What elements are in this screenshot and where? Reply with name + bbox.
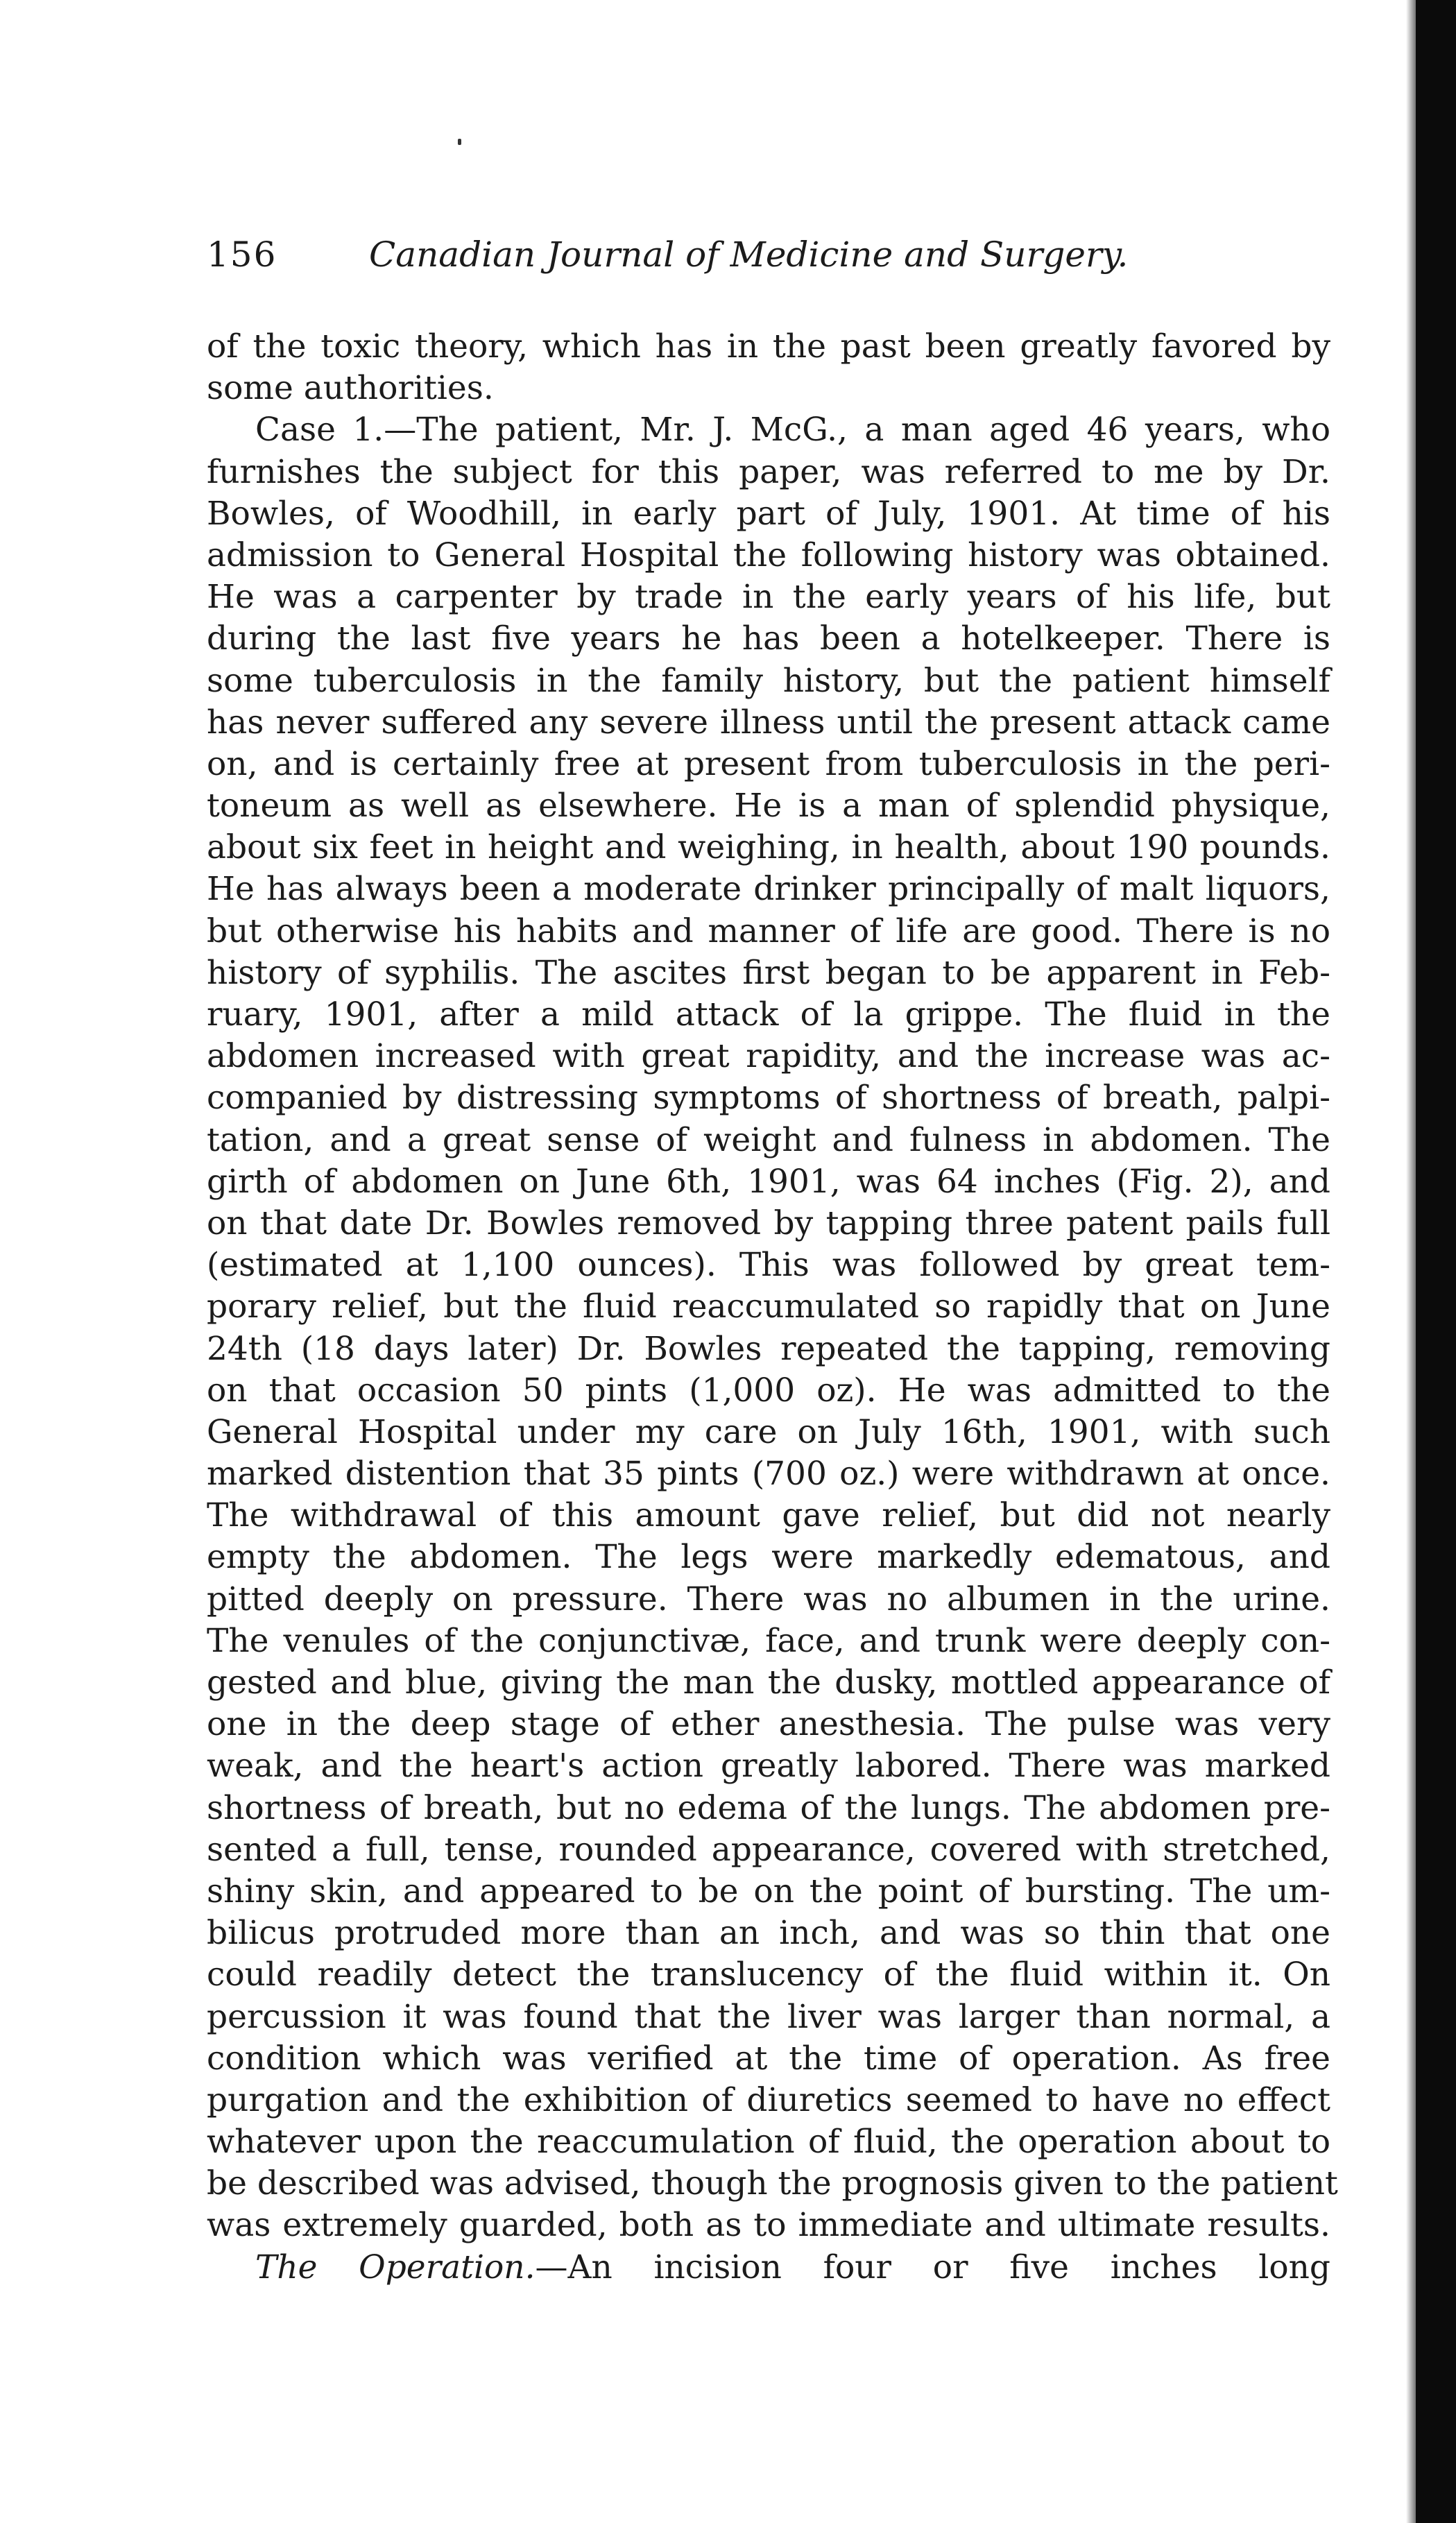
text-line: about six feet in height and weighing, in health, about 190 pounds. (207, 828, 1330, 867)
text-line: whatever upon the reaccumulation of fluid, the operation about to (207, 2123, 1330, 2162)
text-line: shiny skin, and appeared to be on the point of bursting. The um- (207, 1872, 1330, 1910)
text-line: could readily detect the translucency of the fluid within it. On (207, 1956, 1330, 1994)
text-line: but otherwise his habits and manner of life are good. There is no (207, 912, 1330, 950)
text-line: girth of abdomen on June 6th, 1901, was 64 inches (Fig. 2), and (207, 1162, 1330, 1201)
body-text (207, 326, 1338, 2289)
text-line: admission to General Hospital the following history was obtained. (207, 536, 1330, 574)
text-line: on, and is certainly free at present from tuberculosis in the peri- (207, 744, 1330, 783)
running-title: Canadian Journal of Medicine and Surgery. (369, 234, 1129, 275)
text-line: purgation and the exhibition of diuretics seemed to have no effect (207, 2080, 1330, 2119)
text-line: toneum as well as elsewhere. He is a man of splendid physique, (207, 787, 1330, 826)
text-line: He has always been a moderate drinker principally of malt liquors, (207, 870, 1330, 909)
text-line: sented a full, tense, rounded appearance, covered with stretched, (207, 1830, 1330, 1869)
text-line: General Hospital under my care on July 16th, 1901, with such (207, 1412, 1330, 1451)
page-number: 156 (207, 234, 277, 275)
text-line: be described was advised, though the prognosis given to the patient (207, 2164, 1338, 2203)
text-line: ruary, 1901, after a mild attack of la grippe. The fluid in the (207, 995, 1330, 1034)
text-line: of the toxic theory, which has in the past been greatly favored by (207, 327, 1330, 366)
text-line: during the last five years he has been a hotelkeeper. There is (207, 619, 1330, 658)
text-line: empty the abdomen. The legs were markedly edematous, and (207, 1538, 1330, 1577)
text-line: companied by distressing symptoms of shortness of breath, palpi- (207, 1079, 1330, 1118)
text-line: bilicus protruded more than an inch, and was so thin that one (207, 1914, 1330, 1953)
text-line: on that occasion 50 pints (1,000 oz). He was admitted to the (207, 1371, 1330, 1410)
text-line: The withdrawal of this amount gave relief, but did not nearly (207, 1496, 1330, 1535)
binding-shadow (1406, 0, 1416, 2523)
page-header (207, 234, 1289, 290)
text-line: on that date Dr. Bowles removed by tapping three patent pails full (207, 1204, 1330, 1242)
text-line: has never suffered any severe illness until the present attack came (207, 703, 1330, 742)
text-line: (estimated at 1,100 ounces). This was followed by great tem- (207, 1246, 1330, 1285)
section-text: —An incision four or five inches long (535, 2248, 1330, 2286)
text-line: was extremely guarded, both as to immediate and ultimate results. (207, 2206, 1330, 2245)
text-line: weak, and the heart's action greatly labored. There was marked (207, 1747, 1330, 1786)
text-line: tation, and a great sense of weight and fulness in abdomen. The (207, 1120, 1330, 1159)
final-line (207, 2247, 1330, 2289)
binding-edge (1416, 0, 1456, 2523)
text-line: history of syphilis. The ascites first began to be apparent in Feb- (207, 953, 1330, 992)
text-line: Case 1.—The patient, Mr. J. McG., a man aged 46 years, who (255, 411, 1330, 450)
text-line: shortness of breath, but no edema of the lungs. The abdomen pre- (207, 1788, 1330, 1827)
text-line: condition which was verified at the time of operation. As free (207, 2039, 1330, 2078)
text-line: The venules of the conjunctivæ, face, and trunk were deeply con- (207, 1621, 1330, 1660)
text-line: some tuberculosis in the family history, but the patient himself (207, 661, 1330, 700)
text-line: furnishes the subject for this paper, was referred to me by Dr. (207, 452, 1330, 491)
text-line: abdomen increased with great rapidity, and the increase was ac- (207, 1037, 1330, 1076)
section-heading: The Operation. (255, 2248, 536, 2286)
text-line: percussion it was found that the liver was larger than normal, a (207, 1997, 1330, 2036)
text-line: pitted deeply on pressure. There was no albumen in the urine. (207, 1580, 1330, 1618)
text-line: marked distention that 35 pints (700 oz.) were withdrawn at once. (207, 1455, 1330, 1494)
text-line: 24th (18 days later) Dr. Bowles repeated the tapping, removing (207, 1329, 1330, 1368)
text-line: one in the deep stage of ether anesthesia. The pulse was very (207, 1705, 1330, 1744)
text-line: some authorities. (207, 369, 494, 408)
text-line: porary relief, but the fluid reaccumulated so rapidly that on June (207, 1288, 1330, 1326)
ink-speck (458, 139, 461, 145)
text-line: gested and blue, giving the man the dusky, mottled appearance of (207, 1664, 1330, 1702)
text-line: Bowles, of Woodhill, in early part of July, 1901. At time of his (207, 494, 1330, 533)
text-line: He was a carpenter by trade in the early years of his life, but (207, 578, 1330, 617)
